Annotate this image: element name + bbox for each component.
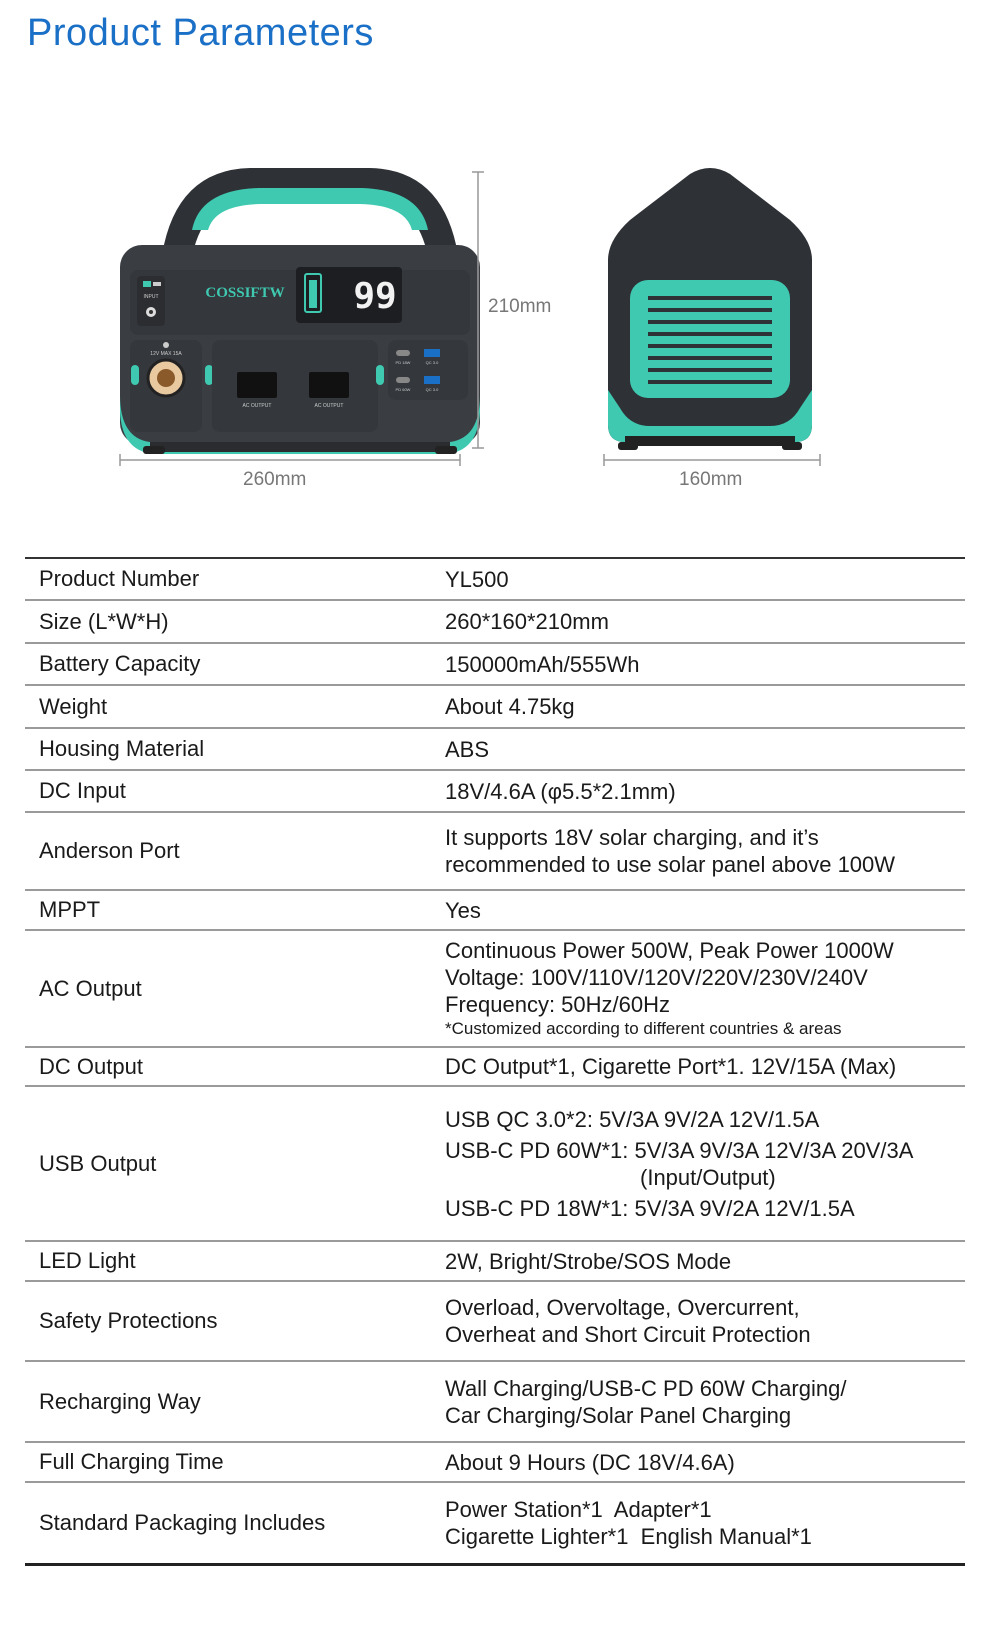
handle-grip: [192, 188, 428, 230]
side-view: [608, 168, 812, 450]
front-view: [120, 168, 480, 454]
table-row: [25, 812, 965, 890]
spec-value: It supports 18V solar charging, and it’s recommended to use solar panel above 100W: [445, 825, 896, 877]
pd60-label: PD 60W: [395, 387, 411, 392]
spec-label: Recharging Way: [39, 1388, 201, 1414]
spec-value: 150000mAh/555Wh: [445, 651, 640, 677]
ac-label-1: AC OUTPUT: [242, 403, 272, 409]
table-row: [25, 728, 965, 770]
length-label: 260mm: [243, 469, 307, 490]
table-row: [25, 1482, 965, 1564]
table-row: [25, 1047, 965, 1086]
height-label: 210mm: [488, 296, 552, 317]
ac-socket-1: [237, 372, 277, 398]
pd18-label: PD 18W: [395, 360, 411, 365]
table-row: [25, 685, 965, 728]
display-value: 99: [353, 276, 397, 317]
table-row: [25, 1241, 965, 1281]
table-row: [25, 558, 965, 600]
table-row: [25, 1442, 965, 1482]
table-row: [25, 890, 965, 930]
page-title: Product Parameters: [27, 12, 374, 54]
ac-output-note: *Customized according to different countries & areas: [445, 1019, 842, 1038]
spec-label: Battery Capacity: [39, 651, 201, 676]
spec-value: DC Output*1, Cigarette Port*1. 12V/15A (Max): [445, 1054, 897, 1079]
spec-label: Standard Packaging Includes: [39, 1509, 326, 1535]
spec-value: YL500: [445, 566, 509, 592]
spec-label: DC Output: [39, 1053, 143, 1079]
qc-label-2: QC 3.0: [425, 387, 439, 392]
table-row: [25, 930, 965, 1047]
spec-label: Weight: [39, 693, 108, 719]
table-row: [25, 643, 965, 685]
spec-value: 18V/4.6A (φ5.5*2.1mm): [445, 778, 676, 804]
spec-label: Product Number: [39, 566, 200, 591]
brand-logo: COSSIFTW: [205, 285, 285, 301]
ac-socket-2: [309, 372, 349, 398]
spec-label: DC Input: [39, 778, 126, 803]
spec-value: 260*160*210mm: [445, 609, 609, 634]
spec-label: LED Light: [39, 1248, 136, 1273]
table-row: [25, 770, 965, 812]
spec-label: Housing Material: [39, 736, 205, 761]
spec-value: Wall Charging/USB-C PD 60W Charging/ Car Charging/Solar Panel Charging: [445, 1375, 847, 1428]
spec-value: About 9 Hours (DC 18V/4.6A): [445, 1449, 735, 1475]
spec-value: Overload, Overvoltage, Overcurrent, Overheat and Short Circuit Protection: [445, 1295, 811, 1347]
table-row: [25, 1281, 965, 1361]
spec-value: About 4.75kg: [445, 694, 575, 719]
ac-label-2: AC OUTPUT: [314, 403, 344, 409]
spec-value: USB QC 3.0*2: 5V/3A 9V/2A 12V/1.5A USB-C PD 60W*1: 5V/3A 9V/3A 12V/3A 20V/3A (Input/Output) USB-C PD 18W*1: 5V/3A 9V/2A 12V/1.5A: [445, 1106, 914, 1221]
spec-table: [25, 557, 965, 1566]
dc-label: 12V MAX 15A: [150, 351, 182, 357]
spec-label: Full Charging Time: [39, 1449, 224, 1474]
spec-label: Size (L*W*H): [39, 608, 169, 634]
spec-value: Yes: [445, 897, 481, 923]
spec-value: Continuous Power 500W, Peak Power 1000W Voltage: 100V/110V/120V/220V/230V/240V Frequency: 50Hz/60Hz *Customized according to different countries & areas: [445, 930, 965, 1047]
spec-value: ABS: [445, 736, 490, 762]
spec-label: USB Output: [39, 1150, 157, 1176]
table-row: [25, 1086, 965, 1241]
table-row: [25, 600, 965, 643]
spec-label: Safety Protections: [39, 1308, 218, 1333]
spec-value: 2W, Bright/Strobe/SOS Mode: [445, 1248, 732, 1274]
product-figure: [0, 150, 1000, 530]
spec-label: AC Output: [39, 975, 142, 1001]
qc-label-1: QC 3.0: [425, 360, 439, 365]
width-label: 160mm: [679, 469, 743, 490]
spec-label: MPPT: [39, 897, 101, 922]
spec-label: Anderson Port: [39, 838, 180, 863]
table-row: [25, 1361, 965, 1442]
spec-value: Power Station*1 Adapter*1 Cigarette Lighter*1 English Manual*1: [445, 1496, 812, 1549]
input-label: INPUT: [143, 294, 159, 300]
product-illustration: [0, 150, 1000, 530]
